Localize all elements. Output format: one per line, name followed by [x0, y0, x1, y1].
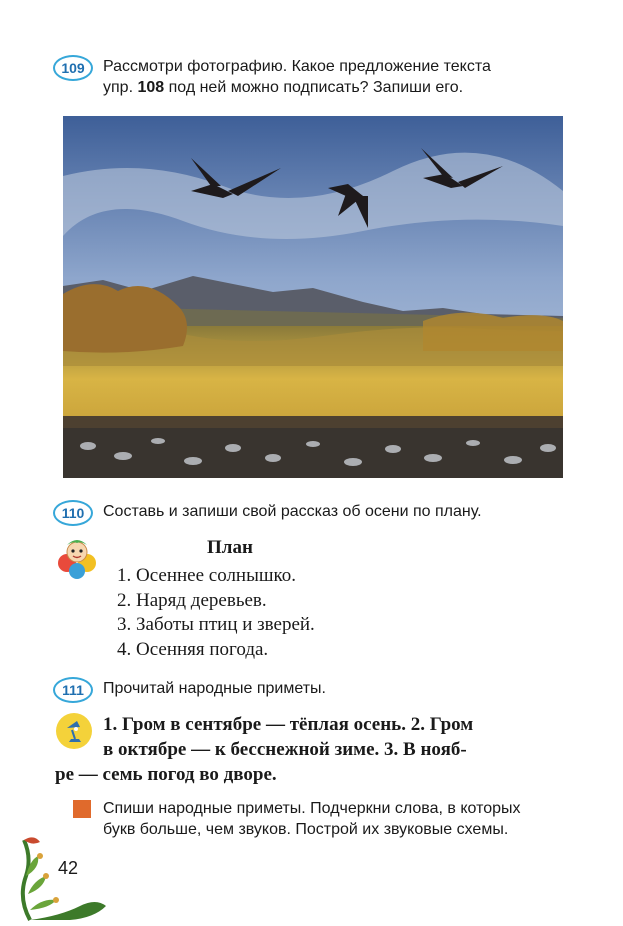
- proverb-line-3: ре — семь погод во дворе.: [55, 764, 277, 785]
- exercise-109-line-1: Рассмотри фотографию. Какое предложение текста: [103, 58, 491, 75]
- exercise-number-109: 109: [53, 55, 93, 81]
- plan-item-1: 1. Осеннее солнышко.: [117, 565, 297, 586]
- task-square-icon: [73, 800, 91, 818]
- exercise-109-line-2-post: под ней можно подписать? Запиши его.: [164, 79, 464, 96]
- exercise-109-line-2: [103, 77, 463, 98]
- plan-item-2: 2. Наряд деревьев.: [117, 590, 267, 611]
- task-line-2: букв больше, чем звуков. Построй их звуковые схемы.: [103, 821, 509, 838]
- exercise-number-110: 110: [53, 500, 93, 526]
- lamp-icon: [55, 712, 93, 750]
- cranes-photo: [63, 116, 563, 478]
- task-line-1: Спиши народные приметы. Подчеркни слова, в которых: [103, 800, 521, 817]
- exercise-110-text: Составь и запиши свой рассказ об осени по плану.: [103, 503, 482, 520]
- flower-character-icon: [55, 535, 99, 579]
- plan-item-3: 3. Заботы птиц и зверей.: [117, 614, 315, 635]
- page-number: 42: [58, 858, 79, 878]
- exercise-number-111: 111: [53, 677, 93, 703]
- plan-title: План: [207, 537, 253, 558]
- exercise-109-line-2-pre: упр.: [103, 79, 138, 96]
- proverb-line-1: 1. Гром в сентябре — тёплая осень. 2. Гром: [103, 714, 474, 735]
- exercise-109-reference-number: 108: [137, 79, 165, 96]
- proverb-line-2: в октябре — к бесснежной зиме. 3. В нояб-: [103, 739, 467, 760]
- exercise-111-text: Прочитай народные приметы.: [103, 680, 326, 697]
- plan-item-4: 4. Осенняя погода.: [117, 639, 269, 660]
